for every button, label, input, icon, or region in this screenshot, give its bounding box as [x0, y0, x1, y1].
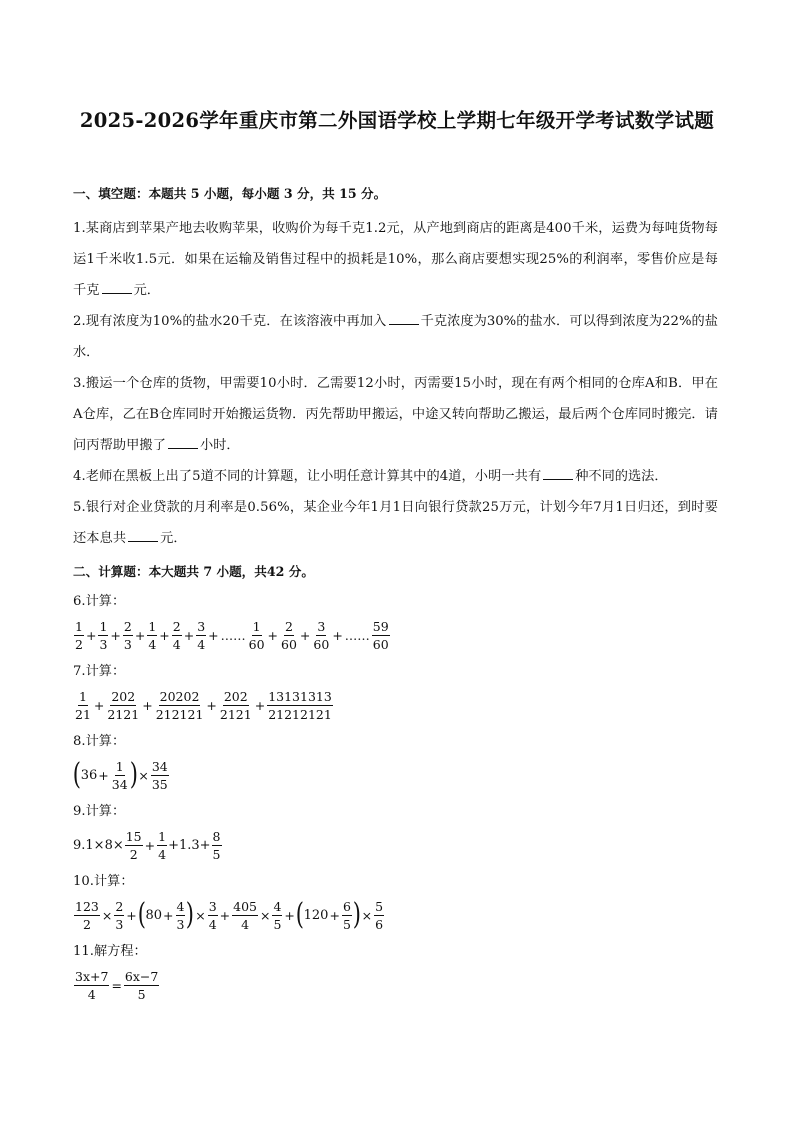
- q9-fraction-1: $\frac{15}{2}$: [125, 828, 142, 862]
- section-2-desc: 本大题共 7 小题，共42 分。: [148, 564, 314, 579]
- question-2: [73, 306, 718, 368]
- q10-fraction-7: $\frac{6}{5}$: [342, 898, 351, 932]
- q6-fraction-3: $\frac{2}{3}$: [123, 618, 132, 652]
- q9-fraction-2: $\frac{1}{4}$: [158, 828, 167, 862]
- q8-right-paren: ): [129, 757, 138, 792]
- q10-fraction-3: $\frac{4}{3}$: [176, 898, 185, 932]
- q6-fraction-1: $\frac{1}{2}$: [75, 618, 83, 652]
- q10-right-paren-1: ): [186, 897, 195, 932]
- q7-fraction-2: $\frac{202}{2121}$: [107, 688, 140, 722]
- question-3: [73, 368, 718, 461]
- q11-label: 11.解方程：: [73, 944, 147, 959]
- q3-text-end: 小时．: [200, 438, 240, 453]
- q6-label: 6.计算：: [73, 594, 126, 609]
- q10-fraction-8: $\frac{5}{6}$: [375, 898, 384, 932]
- question-4: [73, 461, 718, 492]
- q10-left-paren-1: (: [137, 897, 146, 932]
- section-2-heading: [73, 562, 718, 582]
- q10-fraction-4: $\frac{3}{4}$: [208, 898, 217, 932]
- q8-expression: ( 36 + $\frac{1}{34}$ ) × $\frac{34}{35}$: [72, 757, 168, 792]
- q6-fraction-7: $\frac{1}{60}$: [248, 618, 265, 652]
- section-2-title: 二、计算题：: [73, 564, 149, 579]
- q7-fraction-3: $\frac{20202}{212121}$: [155, 688, 204, 722]
- q9-label: 9.计算：: [73, 804, 126, 819]
- q7-label: 7.计算：: [73, 664, 126, 679]
- section-1-desc: 本题共 5 小题，每小题 3 分，共 15 分。: [148, 186, 387, 201]
- q9-expression: 9.1×8× $\frac{15}{2}$ + $\frac{1}{4}$ +1.3+ $\frac{8}{5}$: [73, 828, 221, 862]
- q8-fraction-2: $\frac{34}{35}$: [151, 758, 168, 792]
- q5-answer-blank: [128, 529, 158, 542]
- q10-fraction-1: $\frac{123}{2}$: [75, 898, 99, 932]
- section-1-title: 一、填空题：: [73, 186, 149, 201]
- q11-fraction-2: $\frac{6x-7}{5}$: [124, 968, 159, 1002]
- q2-text: 2.现有浓度为10%的盐水20千克．在该溶液中再加入: [73, 314, 387, 329]
- q8-left-paren: (: [72, 757, 81, 792]
- q6-fraction-2: $\frac{1}{3}$: [99, 618, 108, 652]
- q10-label: 10.计算：: [73, 874, 134, 889]
- q6-fraction-5: $\frac{2}{4}$: [172, 618, 181, 652]
- q8-fraction-1: $\frac{1}{34}$: [111, 758, 128, 792]
- q1-answer-blank: [102, 281, 132, 294]
- q5-text: 5.银行对企业贷款的月利率是0.56%，某企业今年1月1日向银行贷款25万元，计划今年7月1日归还，到时要还本息共: [73, 500, 718, 546]
- q2-answer-blank: [389, 312, 419, 325]
- q11-equation: $\frac{3x+7}{4}$ = $\frac{6x-7}{5}$: [75, 968, 159, 1002]
- q10-fraction-5: $\frac{405}{4}$: [233, 898, 257, 932]
- question-1: [73, 213, 718, 306]
- q10-expression: $\frac{123}{2}$ × $\frac{2}{3}$ + ( 80 + $\frac{4}{3}$ ) × $\frac{3}{4}$ + $\frac{405}{4}$ × $\frac{4}{5}$ + ( 120 + $\frac{6}{5}$ ) × $\frac{5}{6}$: [75, 897, 384, 932]
- q9-fraction-3: $\frac{8}{5}$: [212, 828, 221, 862]
- q10-left-paren-2: (: [295, 897, 304, 932]
- q10-fraction-2: $\frac{2}{3}$: [115, 898, 124, 932]
- question-5: [73, 492, 718, 554]
- q4-text-end: 种不同的选法．: [575, 469, 668, 484]
- q6-expression: $\frac{1}{2}$ + $\frac{1}{3}$ + $\frac{2}{3}$ + $\frac{1}{4}$ + $\frac{2}{4}$ + $\frac{3}{4}$ + …… $\frac{1}{60}$ + $\frac{2}{60}$ + $\frac{3}{60}$ + …… $\frac{59}{60}$: [75, 618, 389, 652]
- q1-text-end: 元．: [133, 283, 160, 298]
- q7-fraction-1: $\frac{1}{21}$: [75, 688, 91, 722]
- q3-text: 3.搬运一个仓库的货物，甲需要10小时．乙需要12小时，丙需要15小时，现在有两个相同的仓库A和B．甲在A仓库，乙在B仓库同时开始搬运货物．丙先帮助甲搬运，中途又转向帮助乙搬运，最后两个仓库同时搬完．请问丙帮助甲搬了: [73, 376, 718, 453]
- q7-fraction-4: $\frac{202}{2121}$: [219, 688, 252, 722]
- q1-text: 1.某商店到苹果产地去收购苹果，收购价为每千克1.2元，从产地到商店的距离是400千米，运费为每吨货物每运1千米收1.5元．如果在运输及销售过程中的损耗是10%，那么商店要想实现25%的利润率，零售价应是每千克: [73, 221, 718, 298]
- q6-fraction-6: $\frac{3}{4}$: [197, 618, 206, 652]
- q2-text-end: 千克浓度为30%的盐水．可以得到浓度为22%的盐水．: [73, 314, 718, 360]
- q6-ellipsis-2: ……: [344, 627, 370, 643]
- q7-fraction-5: $\frac{13131313}{21212121}$: [268, 688, 332, 722]
- section-1-heading: [73, 184, 718, 204]
- exam-body: [73, 184, 718, 1009]
- q6-ellipsis-1: ……: [220, 627, 246, 643]
- q6-fraction-9: $\frac{3}{60}$: [313, 618, 330, 652]
- q8-label: 8.计算：: [73, 734, 126, 749]
- q7-expression: $\frac{1}{21}$ + $\frac{202}{2121}$ + $\frac{20202}{212121}$ + $\frac{202}{2121}$ + $\frac{13131313}{21212121}$: [75, 688, 332, 722]
- q5-text-end: 元．: [160, 531, 187, 546]
- q4-answer-blank: [543, 467, 573, 480]
- q6-fraction-4: $\frac{1}{4}$: [148, 618, 157, 652]
- q4-text: 4.老师在黑板上出了5道不同的计算题，让小明任意计算其中的4道，小明一共有: [73, 469, 542, 484]
- exam-title: 2025-2026学年重庆市第二外国语学校上学期七年级开学考试数学试题: [79, 109, 715, 132]
- q10-fraction-6: $\frac{4}{5}$: [273, 898, 282, 932]
- q6-fraction-10: $\frac{59}{60}$: [372, 618, 389, 652]
- q11-fraction-1: $\frac{3x+7}{4}$: [75, 968, 109, 1002]
- q6-fraction-8: $\frac{2}{60}$: [281, 618, 297, 652]
- q3-answer-blank: [168, 436, 198, 449]
- q10-right-paren-2: ): [352, 897, 361, 932]
